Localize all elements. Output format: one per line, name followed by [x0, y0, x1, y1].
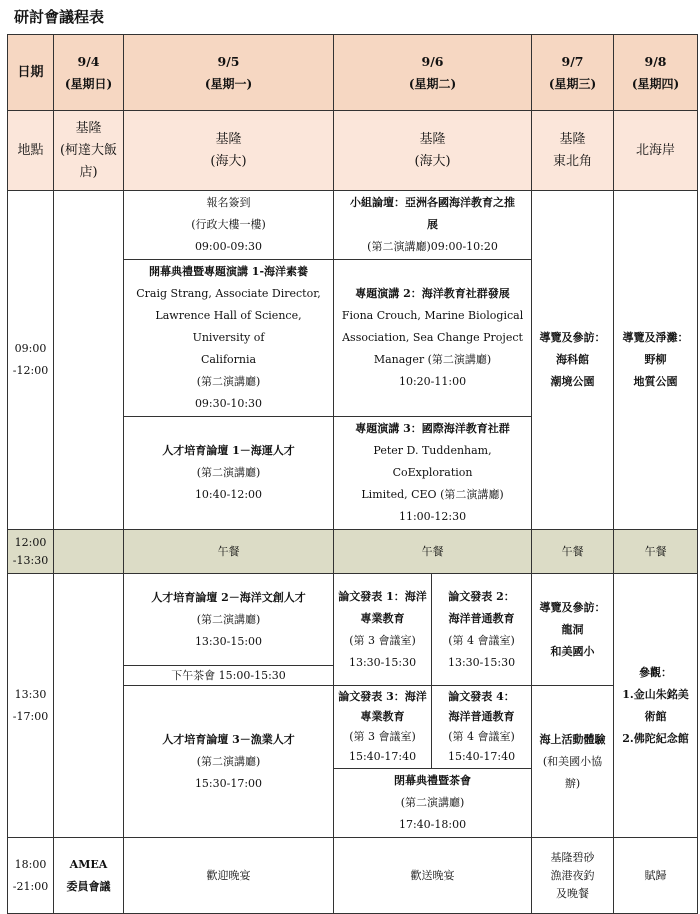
- date-label: 日期: [8, 35, 54, 111]
- day-header: 9/8 (星期四): [614, 35, 698, 111]
- time-cell: 12:00 -13:30: [8, 530, 54, 574]
- activity-cell: 參觀： 1.金山朱銘美 術館 2.佛陀紀念館: [614, 574, 698, 838]
- location-cell: 基隆 東北角: [532, 111, 614, 191]
- location-cell: 北海岸: [614, 111, 698, 191]
- session-paper2: 論文發表 2： 海洋普通教育 (第 4 會議室) 13:30-15:30: [432, 574, 532, 686]
- activity-cell: 海上活動體驗 (和美國小協 辦): [532, 686, 614, 838]
- lunch-cell: 午餐: [124, 530, 334, 574]
- session-paper4: 論文發表 4： 海洋普通教育 (第 4 會議室) 15:40-17:40: [432, 686, 532, 769]
- session-tea: 下午茶會 15:00-15:30: [124, 666, 334, 686]
- evening-cell: 賦歸: [614, 838, 698, 914]
- evening-cell: AMEA 委員會議: [54, 838, 124, 914]
- lunch-cell: 午餐: [532, 530, 614, 574]
- time-cell: 18:00 -21:00: [8, 838, 54, 914]
- session-forum2: 人才培育論壇 2－海洋文創人才 (第二演講廳) 13:30-15:00: [124, 574, 334, 666]
- time-cell: 13:30 -17:00: [8, 574, 54, 838]
- session-paper1: 論文發表 1：海洋 專業教育 (第 3 會議室) 13:30-15:30: [334, 574, 432, 686]
- session-forum1: 人才培育論壇 1－海運人才 (第二演講廳) 10:40-12:00: [124, 417, 334, 530]
- empty-cell: [54, 574, 124, 838]
- lunch-cell: 午餐: [614, 530, 698, 574]
- location-cell: 基隆 (海大): [334, 111, 532, 191]
- session-keynote2: 專題演講 2：海洋教育社群發展 Fiona Crouch, Marine Biological Association, Sea Change Project Manager (第二演講廳) 10:20-11:00: [334, 260, 532, 417]
- session-closing: 閉幕典禮暨茶會 (第二演講廳) 17:40-18:00: [334, 769, 532, 838]
- location-cell: 基隆 (柯達大飯 店): [54, 111, 124, 191]
- afternoon-row: [8, 574, 698, 666]
- day-header: 9/5 (星期一): [124, 35, 334, 111]
- empty-cell: [54, 530, 124, 574]
- session-opening: 開幕典禮暨專題演講 1-海洋素養 Craig Strang, Associate Director, Lawrence Hall of Science, University of California (第二演講廳) 09:30-10:30: [124, 260, 334, 417]
- lunch-row: [8, 530, 698, 574]
- evening-cell: 歡迎晚宴: [124, 838, 334, 914]
- activity-cell: 導覽及參訪： 海科館 潮境公園: [532, 191, 614, 530]
- evening-cell: 歡送晚宴: [334, 838, 532, 914]
- day-header: 9/4 (星期日): [54, 35, 124, 111]
- location-row: [8, 111, 698, 191]
- page-title: 研討會議程表: [14, 8, 105, 26]
- evening-cell: 基隆碧砂 漁港夜釣 及晚餐: [532, 838, 614, 914]
- agenda-table: [7, 34, 698, 914]
- activity-cell: 導覽及參訪： 龍洞 和美國小: [532, 574, 614, 686]
- session-registration: 報名簽到 (行政大樓一樓) 09:00-09:30: [124, 191, 334, 260]
- evening-row: [8, 838, 698, 914]
- activity-cell: 導覽及淨灘： 野柳 地質公園: [614, 191, 698, 530]
- day-header: 9/7 (星期三): [532, 35, 614, 111]
- location-cell: 基隆 (海大): [124, 111, 334, 191]
- lunch-cell: 午餐: [334, 530, 532, 574]
- empty-cell: [54, 191, 124, 530]
- day-header: 9/6 (星期二): [334, 35, 532, 111]
- session-paper3: 論文發表 3：海洋 專業教育 (第 3 會議室) 15:40-17:40: [334, 686, 432, 769]
- morning-row: [8, 191, 698, 260]
- session-keynote3: 專題演講 3：國際海洋教育社群 Peter D. Tuddenham, CoExploration Limited, CEO (第二演講廳) 11:00-12:30: [334, 417, 532, 530]
- time-cell: 09:00 -12:00: [8, 191, 54, 530]
- session-forum3: 人才培育論壇 3－漁業人才 (第二演講廳) 15:30-17:00: [124, 686, 334, 838]
- session-panel: 小組論壇：亞洲各國海洋教育之推 展 (第二演講廳)09:00-10:20: [334, 191, 532, 260]
- location-label: 地點: [8, 111, 54, 191]
- header-row: [8, 35, 698, 111]
